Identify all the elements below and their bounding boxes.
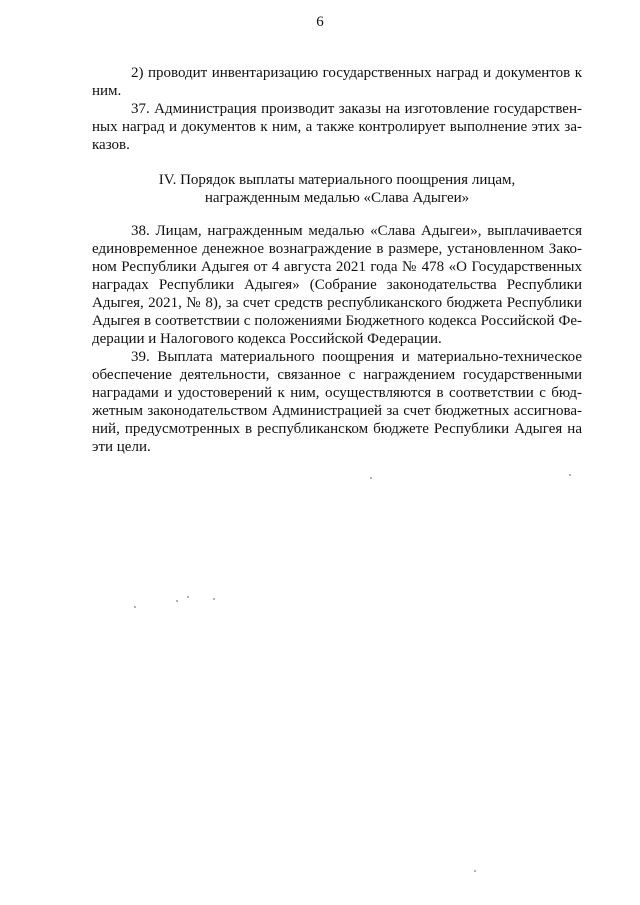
scan-speck [569,474,571,476]
text-line: 37. Администрация производит заказы на изготовление государствен- [131,101,582,117]
text-line: жетным законодательством Администрацией за счет бюджетных ассигнова- [92,403,582,419]
heading-line: награжденным медалью «Слава Адыгеи» [204,190,470,206]
scan-speck [213,598,215,600]
text-line: Адыгея, 2021, № 8), за счет средств республиканского бюджета Республики [92,295,582,311]
text-line: единовременное денежное вознаграждение в размере, установленном Зако- [92,241,582,257]
scan-speck [370,477,372,479]
text-line: 38. Лицам, награжденным медалью «Слава Адыгеи», выплачивается [131,223,582,239]
scan-speck [187,596,189,598]
text-line: дерации и Налогового кодекса Российской Федерации. [92,331,442,347]
text-line: ном Республики Адыгея от 4 августа 2021 года № 478 «О Государственных [92,259,582,275]
text-line: казов. [92,137,130,153]
scan-speck [176,600,178,602]
scan-speck [474,870,476,872]
text-line: 2) проводит инвентаризацию государственных наград и документов к [131,65,582,81]
scan-speck [134,606,136,608]
text-line: эти цели. [92,439,151,455]
text-line: наградами и удостоверений к ним, осуществляются в соответствии с бюд- [92,385,582,401]
text-line: ний, предусмотренных в республиканском бюджете Республики Адыгея на [92,421,582,437]
text-line: ных наград и документов к ним, а также контролирует выполнение этих за- [92,119,582,135]
text-line: Адыгея в соответствии с положениями Бюджетного кодекса Российской Фе- [92,313,582,329]
heading-line: IV. Порядок выплаты материального поощрения лицам, [158,172,516,188]
text-line: ним. [92,83,122,99]
page-number: 6 [316,14,324,30]
text-line: обеспечение деятельности, связанное с награждением государственными [92,367,582,383]
text-line: наградах Республики Адыгея» (Собрание законодательства Республики [92,277,582,293]
text-line: 39. Выплата материального поощрения и материально-техническое [131,349,582,365]
